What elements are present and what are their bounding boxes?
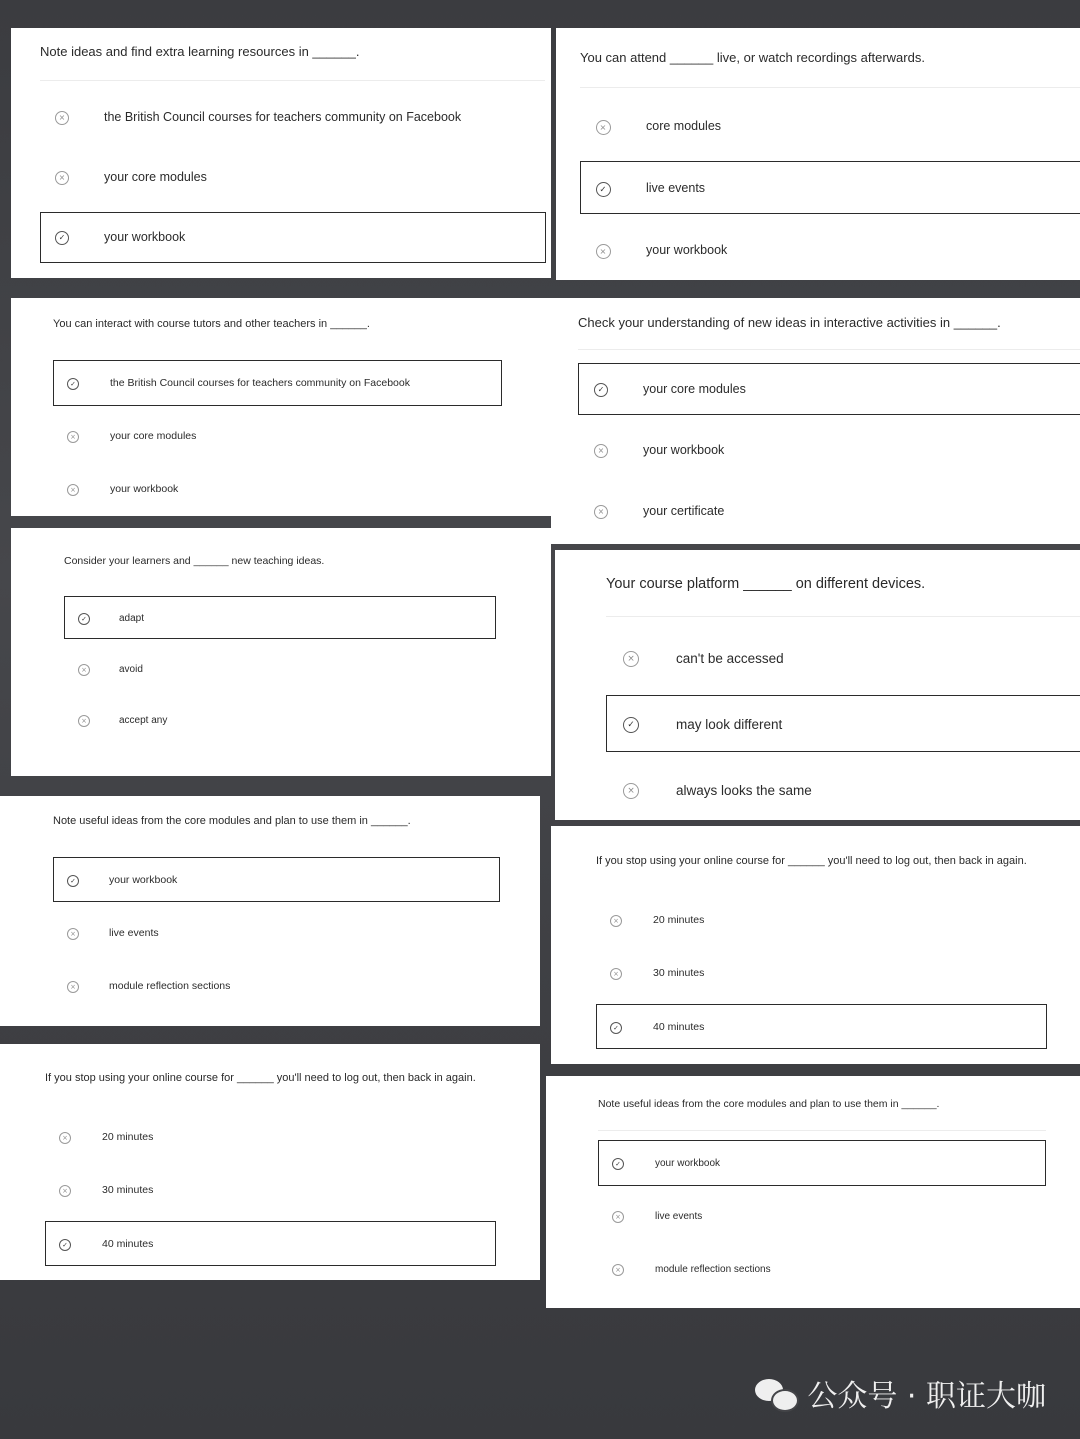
question-text: Note useful ideas from the core modules and plan to use them in ______. [598,1098,940,1111]
divider [606,616,1080,617]
check-circle-icon[interactable]: ✓ [67,378,79,390]
divider [598,1130,1046,1131]
question-text: Your course platform ______ on different devices. [606,575,926,592]
option-label[interactable]: live events [109,927,159,940]
question-text: Check your understanding of new ideas in interactive activities in ______. [578,314,1001,330]
question-text: Note useful ideas from the core modules and plan to use them in ______. [53,814,411,827]
watermark [755,1371,1046,1415]
option-label[interactable]: the British Council courses for teachers community on Facebook [110,377,410,390]
x-circle-icon[interactable]: × [612,1264,624,1276]
option-label[interactable]: 20 minutes [653,914,705,927]
check-circle-icon[interactable]: ✓ [55,231,69,245]
question-text: Note ideas and find extra learning resources in ______. [40,43,360,59]
quiz-card [555,550,1080,820]
option-label[interactable]: live events [646,181,706,196]
check-circle-icon[interactable]: ✓ [59,1239,71,1251]
x-circle-icon[interactable]: × [594,505,608,519]
x-circle-icon[interactable]: × [78,715,90,727]
x-circle-icon[interactable]: × [610,968,622,980]
question-text: You can attend ______ live, or watch recordings afterwards. [580,49,925,65]
divider [40,80,545,81]
check-circle-icon[interactable]: ✓ [596,182,611,197]
question-text: You can interact with course tutors and other teachers in ______. [53,317,370,330]
check-circle-icon[interactable]: ✓ [78,613,90,625]
quiz-card [551,826,1080,1064]
check-circle-icon[interactable]: ✓ [67,875,79,887]
quiz-card [11,28,551,278]
question-text: If you stop using your online course for ______ you'll need to log out, then back in again. [596,854,1027,867]
quiz-card [11,298,551,516]
wechat-icon [755,1377,797,1409]
check-circle-icon[interactable]: ✓ [594,383,608,397]
x-circle-icon[interactable]: × [67,484,79,496]
check-circle-icon[interactable]: ✓ [623,717,639,733]
option-label[interactable]: 30 minutes [102,1184,154,1197]
option-label[interactable]: adapt [119,612,145,624]
x-circle-icon[interactable]: × [78,664,90,676]
x-circle-icon[interactable]: × [55,111,69,125]
x-circle-icon[interactable]: × [67,928,79,940]
option-label[interactable]: your core modules [104,170,207,185]
option-label[interactable]: your workbook [110,483,179,496]
option-label[interactable]: 20 minutes [102,1131,154,1144]
option-label[interactable]: your certificate [643,504,725,519]
option-label[interactable]: live events [655,1210,703,1222]
option-label[interactable]: your core modules [110,430,197,443]
quiz-card [0,796,540,1026]
divider [578,349,1080,350]
quiz-card [0,1044,540,1280]
x-circle-icon[interactable]: × [610,915,622,927]
option-label[interactable]: your workbook [646,243,728,258]
option-label[interactable]: always looks the same [676,782,812,798]
x-circle-icon[interactable]: × [594,444,608,458]
option-label[interactable]: your workbook [655,1157,721,1169]
check-circle-icon[interactable]: ✓ [610,1022,622,1034]
option-label[interactable]: your core modules [643,382,746,397]
x-circle-icon[interactable]: × [67,981,79,993]
option-label[interactable]: your workbook [643,443,725,458]
quiz-card [11,528,551,776]
option-label[interactable]: accept any [119,714,168,726]
option-label[interactable]: your workbook [104,230,186,245]
option-label[interactable]: core modules [646,119,722,134]
x-circle-icon[interactable]: × [596,244,611,259]
x-circle-icon[interactable]: × [59,1132,71,1144]
quiz-card [556,28,1080,280]
quiz-card [551,298,1080,544]
x-circle-icon[interactable]: × [623,783,639,799]
divider [580,87,1080,88]
question-text: Consider your learners and ______ new teaching ideas. [64,555,325,568]
x-circle-icon[interactable]: × [623,651,639,667]
watermark-text: 公众号 · 职证大咖 [807,1379,1046,1414]
option-label[interactable]: can't be accessed [676,650,784,666]
question-text: If you stop using your online course for ______ you'll need to log out, then back in again. [45,1071,476,1084]
x-circle-icon[interactable]: × [612,1211,624,1223]
x-circle-icon[interactable]: × [67,431,79,443]
option-label[interactable]: module reflection sections [655,1263,771,1275]
option-label[interactable]: 40 minutes [102,1238,154,1251]
option-label[interactable]: may look different [676,716,783,732]
option-label[interactable]: 30 minutes [653,967,705,980]
option-label[interactable]: your workbook [109,874,178,887]
check-circle-icon[interactable]: ✓ [612,1158,624,1170]
option-label[interactable]: the British Council courses for teachers community on Facebook [104,110,462,125]
option-label[interactable]: avoid [119,663,143,675]
quiz-card [546,1076,1080,1308]
x-circle-icon[interactable]: × [596,120,611,135]
option-label[interactable]: module reflection sections [109,980,231,993]
x-circle-icon[interactable]: × [59,1185,71,1197]
x-circle-icon[interactable]: × [55,171,69,185]
option-label[interactable]: 40 minutes [653,1021,705,1034]
